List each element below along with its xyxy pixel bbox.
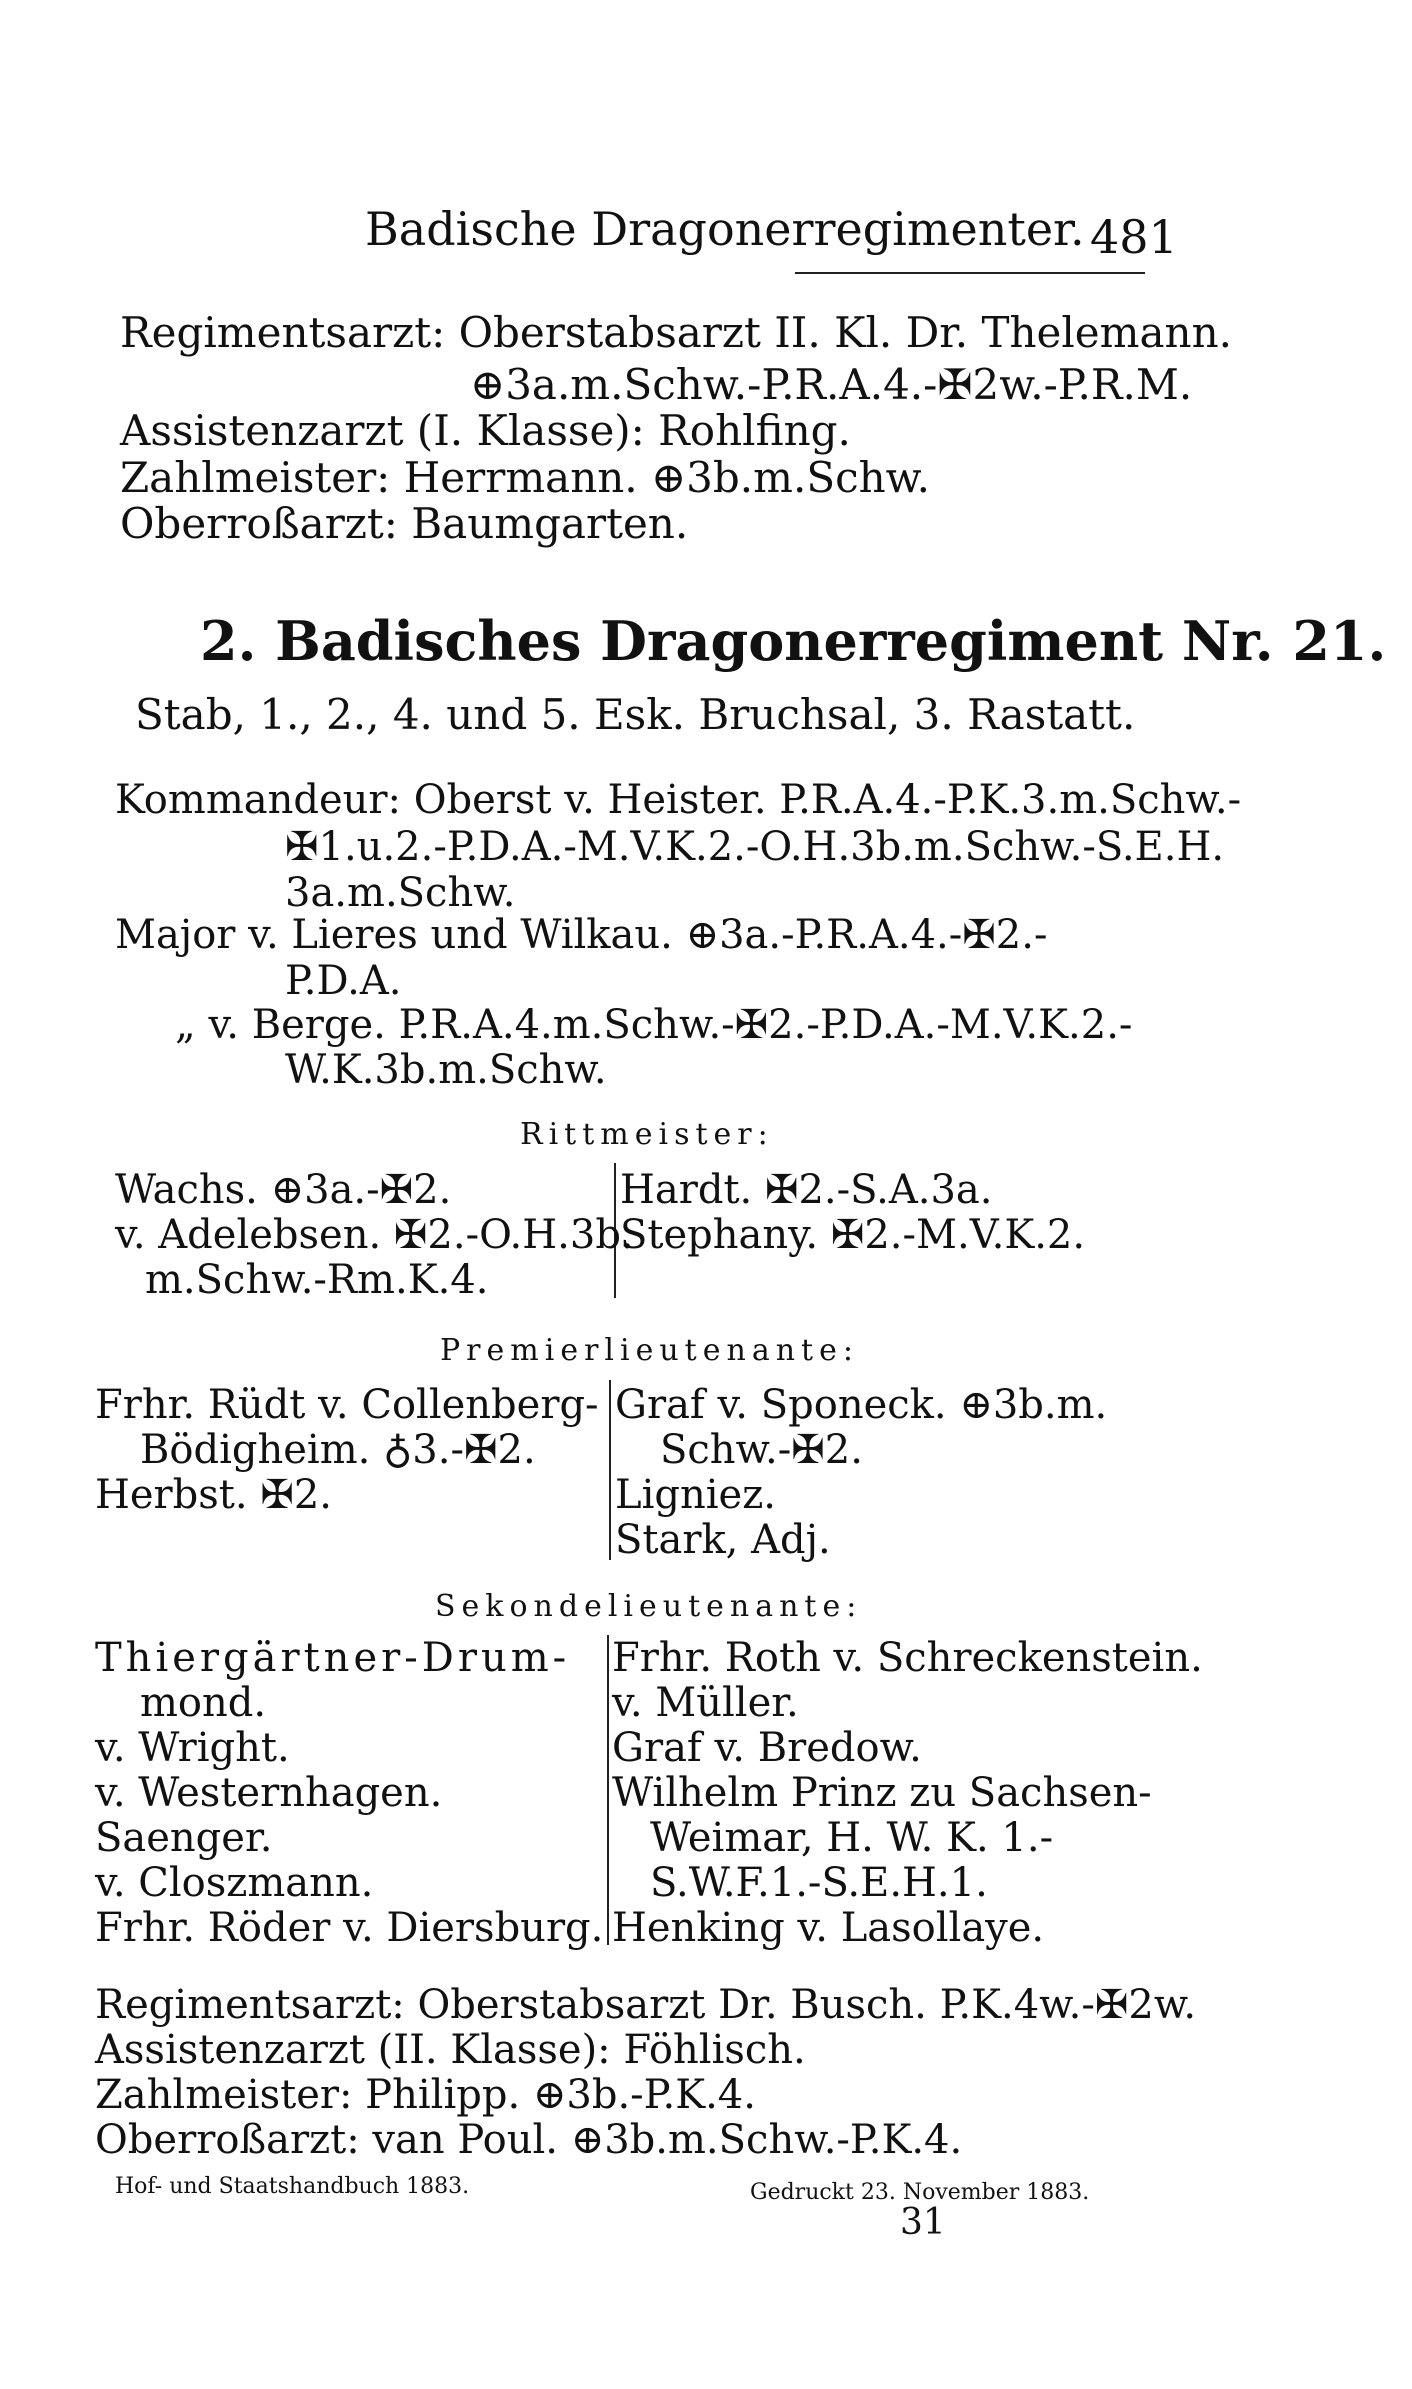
premier-right: Schw.-✠2.	[660, 1427, 863, 1473]
sekond-right: v. Müller.	[612, 1680, 799, 1726]
sekond-right: S.W.F.1.-S.E.H.1.	[650, 1860, 988, 1906]
sekond-right: Frhr. Roth v. Schreckenstein.	[612, 1635, 1203, 1681]
staff-line: Assistenzarzt (II. Klasse): Föhlisch.	[95, 2027, 806, 2073]
sekond-left: v. Westernhagen.	[95, 1770, 443, 1816]
major-line: W.K.3b.m.Schw.	[285, 1047, 607, 1093]
premier-left: Bödigheim. ♁3.-✠2.	[140, 1427, 536, 1473]
running-header-title: Badische Dragonerregimenter.	[365, 202, 1085, 256]
premier-right: Ligniez.	[615, 1472, 776, 1518]
major-line: Major v. Lieres und Wilkau. ⊕3a.-P.R.A.4.-✠2.-	[115, 912, 1048, 958]
sekond-right: Graf v. Bredow.	[612, 1725, 922, 1771]
staff-line: Oberroßarzt: Baumgarten.	[120, 499, 689, 548]
rittmeister-right: Stephany. ✠2.-M.V.K.2.	[620, 1212, 1086, 1258]
staff-line: Assistenzarzt (I. Klasse): Rohlfing.	[120, 406, 851, 455]
sekond-right: Weimar, H. W. K. 1.-	[650, 1815, 1054, 1861]
major-line: P.D.A.	[285, 958, 402, 1004]
sekond-left: Frhr. Röder v. Diersburg.	[95, 1905, 604, 1951]
staff-line: Zahlmeister: Herrmann. ⊕3b.m.Schw.	[120, 453, 930, 502]
staff-line: Regimentsarzt: Oberstabsarzt Dr. Busch. P.K.4w.-✠2w.	[95, 1982, 1197, 2028]
staff-line: Oberroßarzt: van Poul. ⊕3b.m.Schw.-P.K.4.	[95, 2117, 963, 2163]
garrison-line: Stab, 1., 2., 4. und 5. Esk. Bruchsal, 3. Rastatt.	[135, 690, 1136, 739]
section-heading-rittmeister: Rittmeister:	[520, 1117, 774, 1152]
rittmeister-left: Wachs. ⊕3a.-✠2.	[115, 1167, 452, 1213]
sekond-left: mond.	[140, 1680, 267, 1726]
premier-right: Stark, Adj.	[615, 1517, 831, 1563]
sekond-right: Henking v. Lasollaye.	[612, 1905, 1045, 1951]
column-divider	[607, 1635, 609, 1945]
sekond-left: Saenger.	[95, 1815, 273, 1861]
rittmeister-right: Hardt. ✠2.-S.A.3a.	[620, 1167, 993, 1213]
header-rule	[795, 272, 1145, 274]
sekond-left: Thiergärtner-Drum-	[95, 1635, 571, 1681]
footer-imprint: Hof- und Staatshandbuch 1883.	[115, 2174, 470, 2199]
section-heading-premier: Premierlieutenante:	[440, 1333, 859, 1368]
footer-printed-date: Gedruckt 23. November 1883.	[750, 2180, 1090, 2205]
page-number: 481	[1090, 210, 1178, 264]
premier-left: Herbst. ✠2.	[95, 1472, 332, 1518]
major-line: „ v. Berge. P.R.A.4.m.Schw.-✠2.-P.D.A.-M.V.K.2.-	[175, 1002, 1133, 1048]
signature-mark: 31	[900, 2202, 946, 2243]
sekond-left: v. Wright.	[95, 1725, 290, 1771]
staff-line: ⊕3a.m.Schw.-P.R.A.4.-✠2w.-P.R.M.	[470, 360, 1193, 409]
rittmeister-left: v. Adelebsen. ✠2.-O.H.3b.	[115, 1212, 634, 1258]
rittmeister-left: m.Schw.-Rm.K.4.	[145, 1257, 489, 1303]
commander-line: Kommandeur: Oberst v. Heister. P.R.A.4.-P.K.3.m.Schw.-	[115, 777, 1242, 823]
staff-line: Regimentsarzt: Oberstabsarzt II. Kl. Dr. Thelemann.	[120, 308, 1232, 357]
premier-right: Graf v. Sponeck. ⊕3b.m.	[615, 1382, 1108, 1428]
section-heading-sekond: Sekondelieutenante:	[435, 1589, 863, 1624]
sekond-right: Wilhelm Prinz zu Sachsen-	[612, 1770, 1152, 1816]
commander-line: 3a.m.Schw.	[285, 870, 516, 916]
premier-left: Frhr. Rüdt v. Collenberg-	[95, 1382, 599, 1428]
commander-line: ✠1.u.2.-P.D.A.-M.V.K.2.-O.H.3b.m.Schw.-S.E.H.	[285, 824, 1225, 870]
column-divider	[609, 1380, 611, 1560]
staff-line: Zahlmeister: Philipp. ⊕3b.-P.K.4.	[95, 2072, 756, 2118]
sekond-left: v. Closzmann.	[95, 1860, 374, 1906]
regiment-title: 2. Badisches Dragonerregiment Nr. 21.	[200, 609, 1387, 673]
